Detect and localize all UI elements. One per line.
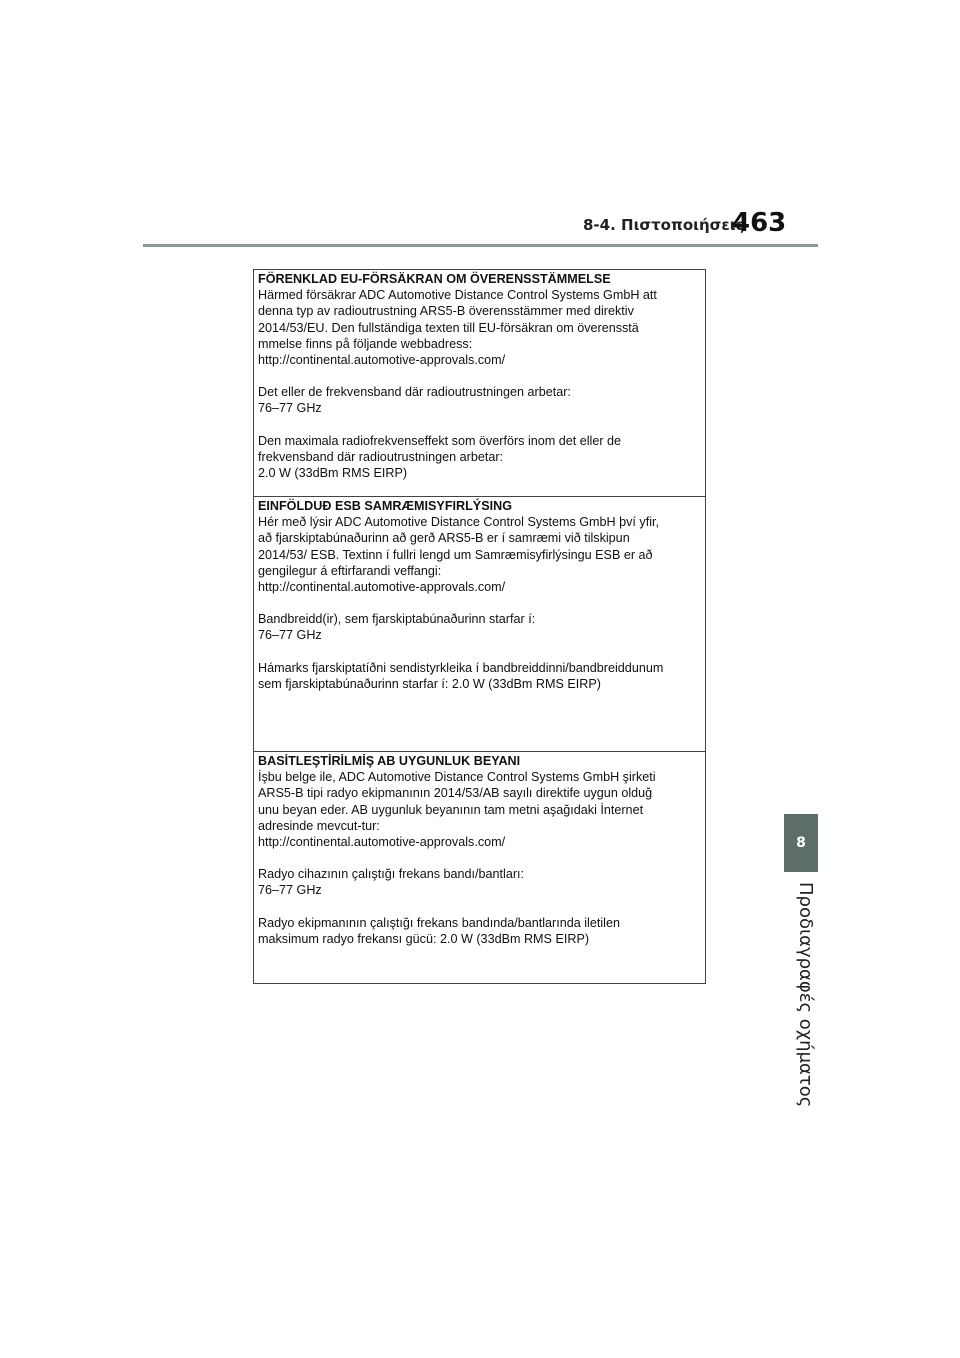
text-line: að fjarskiptabúnaðurinn að gerð ARS5-B er í samræmi við tilskipun	[258, 531, 630, 546]
text-line: Det eller de frekvensband där radioutrustningen arbetar:	[258, 385, 571, 400]
text-line: Hér með lýsir ADC Automotive Distance Control Systems GmbH því yfir,	[258, 515, 660, 530]
frequency-value: 76–77 GHz	[258, 883, 322, 898]
declaration-icelandic	[254, 496, 705, 751]
text-line: mmelse finns på följande webbadress:	[258, 336, 473, 351]
text-line: Hámarks fjarskiptatíðni sendistyrkleika í bandbreiddinni/bandbreiddunum	[258, 660, 664, 675]
frequency-value: 76–77 GHz	[258, 401, 322, 416]
text-line: ARS5-B tipi radyo ekipmanının 2014/53/AB sayılı direktife uygun olduğ	[258, 786, 653, 801]
text-line: frekvensband där radioutrustningen arbetar:	[258, 449, 504, 464]
text-line: Härmed försäkrar ADC Automotive Distance Control Systems GmbH att	[258, 288, 657, 303]
url-text: http://continental.automotive-approvals.com/	[258, 580, 506, 595]
header-divider	[143, 244, 818, 247]
text-line: Bandbreidd(ir), sem fjarskiptabúnaðurinn starfar í:	[258, 612, 536, 627]
text-line: unu beyan eder. AB uygunluk beyanının tam metni aşağıdaki İnternet	[258, 802, 644, 817]
section-title: 8-4. Πιστοποιήσεις	[583, 216, 745, 234]
text-line: 2014/53/EU. Den fullständiga texten till EU-försäkran om överensstä	[258, 320, 639, 335]
text-line: 2014/53/ ESB. Textinn í fullri lengd um Samræmisyfirlýsingu ESB er að	[258, 547, 653, 562]
text-line: denna typ av radioutrustning ARS5-B överensstämmer med direktiv	[258, 304, 634, 319]
power-value: 2.0 W (33dBm RMS EIRP)	[258, 466, 408, 481]
url-text: http://continental.automotive-approvals.com/	[258, 835, 506, 850]
frequency-value: 76–77 GHz	[258, 628, 322, 643]
section-heading: FÖRENKLAD EU-FÖRSÄKRAN OM ÖVERENSSTÄMMELSE	[258, 272, 611, 286]
section-heading: EINFÖLDUÐ ESB SAMRÆMISYFIRLÝSING	[258, 499, 512, 513]
text-line: Radyo ekipmanının çalıştığı frekans bandında/bantlarında iletilen	[258, 915, 620, 930]
text-line: İşbu belge ile, ADC Automotive Distance Control Systems GmbH şirketi	[258, 770, 656, 785]
declaration-box	[253, 269, 706, 984]
declaration-swedish	[254, 269, 705, 496]
url-text: http://continental.automotive-approvals.com/	[258, 353, 506, 368]
text-line: sem fjarskiptabúnaðurinn starfar í: 2.0 W (33dBm RMS EIRP)	[258, 676, 601, 691]
page-number: 463	[732, 208, 787, 238]
section-heading: BASİTLEŞTİRİLMİŞ AB UYGUNLUK BEYANI	[258, 754, 521, 768]
text-line: Den maximala radiofrekvenseffekt som överförs inom det eller de	[258, 433, 622, 448]
text-line: gengilegur á eftirfarandi veffangi:	[258, 563, 442, 578]
text-line: adresinde mevcut-tur:	[258, 818, 380, 833]
chapter-title: Προδιαγραφές οχήματος	[795, 882, 816, 1108]
chapter-tab: 8	[784, 814, 818, 872]
text-line: Radyo cihazının çalıştığı frekans bandı/bantları:	[258, 867, 525, 882]
declaration-turkish	[254, 751, 705, 984]
text-line: maksimum radyo frekansı gücü: 2.0 W (33dBm RMS EIRP)	[258, 931, 590, 946]
